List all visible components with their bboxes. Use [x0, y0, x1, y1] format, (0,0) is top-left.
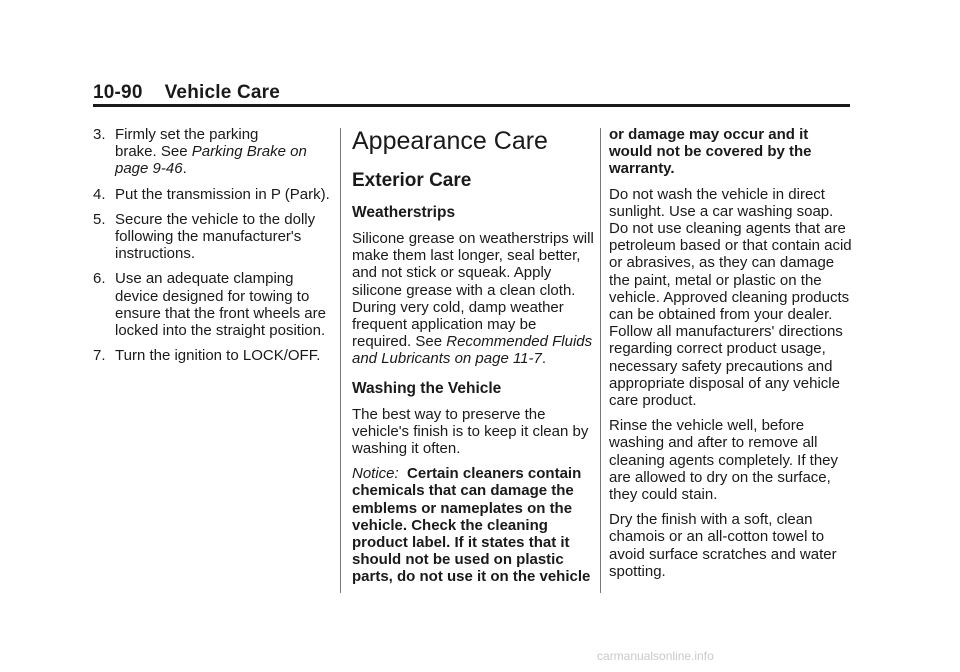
page-header — [93, 82, 280, 104]
notice-paragraph: Notice: Certain cleaners contain chemicals that can damage the emblems or nameplates on the vehicle. Check the cleaning product label. If it states that it should not be used on plastic parts, do not use it on the vehicle — [352, 465, 591, 586]
heading-weatherstrips: Weatherstrips — [352, 204, 456, 221]
column-3 — [609, 126, 854, 588]
step-7: 7. Turn the ignition to LOCK/OFF. — [93, 347, 321, 365]
paragraph: Rinse the vehicle well, before washing and after to remove all cleaning agents completely. If they are allowed to dry on the surface, they could stain. — [609, 417, 839, 504]
washing-paragraph: The best way to preserve the vehicle's finish is to keep it clean by washing it often. — [352, 405, 589, 458]
section-title: Vehicle Care — [164, 82, 281, 103]
header-rule — [93, 104, 850, 107]
column-divider — [600, 128, 601, 593]
weatherstrips-paragraph: Silicone grease on weatherstrips will make them last longer, seal better, and not stick or squeak. Apply silicone grease with a clean cloth. During very cold, damp weather frequent application may be required. See Recommended Fluids and Lubricants on page 11-7. — [352, 230, 594, 368]
step-3: 3. Firmly set the parking brake. See Parking Brake on page 9-46. — [93, 126, 307, 178]
watermark: carmanualsonline.info — [597, 649, 714, 663]
page-number: 10-90 — [93, 82, 143, 103]
heading-appearance-care: Appearance Care — [352, 127, 548, 155]
heading-exterior-care: Exterior Care — [352, 170, 472, 191]
heading-washing: Washing the Vehicle — [352, 379, 502, 397]
step-6: 6. Use an adequate clamping device designed for towing to ensure that the front wheels are locked into the straight position. — [93, 270, 326, 340]
step-5: 5. Secure the vehicle to the dolly following the manufacturer's instructions. — [93, 210, 316, 263]
cross-reference-link[interactable]: Parking Brake on page 9-46 — [115, 143, 307, 178]
notice-continued: or damage may occur and it would not be covered by the warranty. — [609, 126, 812, 178]
paragraph: Dry the finish with a soft, clean chamois or an all-cotton towel to avoid surface scratches and water spotting. — [609, 511, 837, 580]
column-divider — [340, 128, 341, 593]
column-2 — [352, 126, 597, 594]
notice-label: Notice: — [352, 465, 399, 483]
paragraph: Do not wash the vehicle in direct sunlight. Use a car washing soap. Do not use cleaning agents that are petroleum based or that contain acid or abrasives, as they can damage the paint, metal or plastic on the vehicle. Approved cleaning products can be obtained from your dealer. Follow all manufacturers' directions regarding correct product usage, necessary safety precautions and appropriate disposal of any vehicle care product. — [609, 185, 852, 410]
step-4: 4. Put the transmission in P (Park). — [93, 185, 330, 203]
column-1 — [93, 126, 333, 372]
cross-reference-link[interactable]: Recommended Fluids and Lubricants on page 11-7 — [352, 333, 593, 368]
